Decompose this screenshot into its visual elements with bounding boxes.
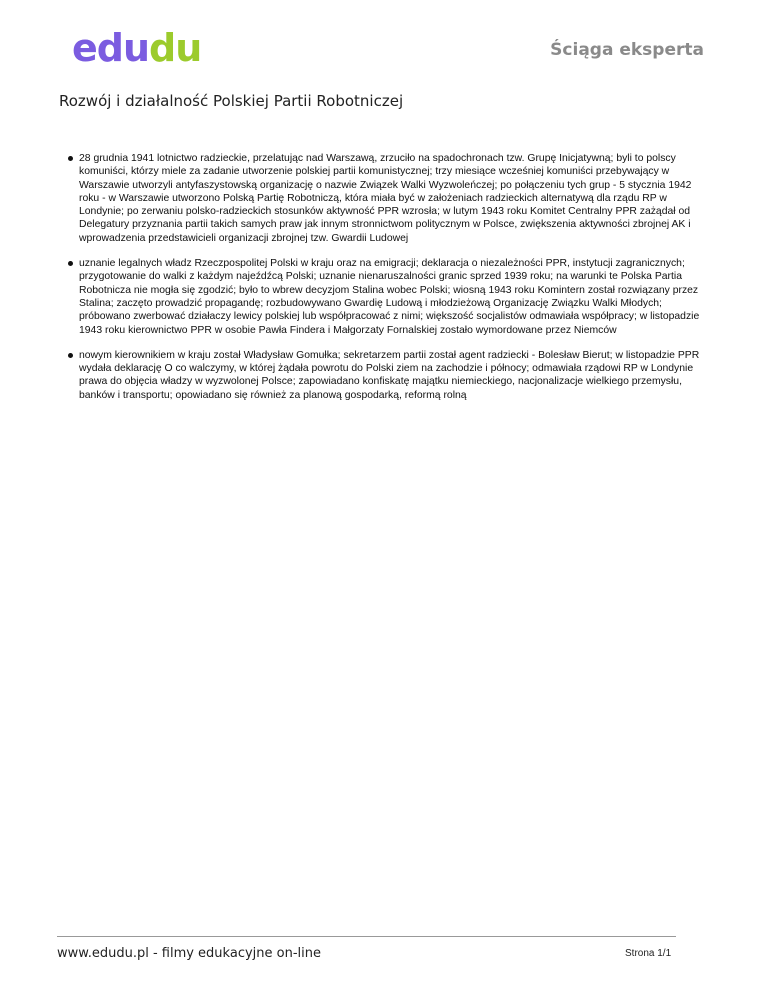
bullet-icon — [68, 156, 73, 161]
logo-part-edu: edu — [72, 26, 150, 70]
document-title: Rozwój i działalność Polskiej Partii Robotniczej — [59, 92, 404, 110]
tagline: Ściąga eksperta — [550, 40, 704, 60]
logo-part-du: du — [149, 26, 202, 70]
list-item-text: nowym kierownikiem w kraju został Władysław Gomułka; sekretarzem partii został agent radziecki - Bolesław Bierut; w listopadzie PPR wydała deklarację O co walczymy, w której żądała powrotu do Polski ziem na zachodzie i północy; odmawiała rządowi RP w Londynie prawa do objęcia władzy w wyzwolonej Polsce; zapowiadano konfiskatę majątku niemieckiego, nacjonalizacje wielkiego przemysłu, banków i transportu; opowiadano się również za planową gospodarką, reformą rolną — [79, 349, 700, 401]
footer-site-link[interactable]: www.edudu.pl - filmy edukacyjne on-line — [57, 946, 321, 961]
bullet-list — [68, 152, 708, 414]
bullet-icon — [68, 353, 73, 358]
bullet-icon — [68, 261, 73, 266]
list-item-text: uznanie legalnych władz Rzeczpospolitej Polski w kraju oraz na emigracji; deklaracja o niezależności PPR, instytucji zagranicznych; przygotowanie do walki z każdym najeźdźcą Polski; uznanie nienaruszalności granic sprzed 1939 roku; na warunki te Polska Partia Robotnicza nie mogła się zgodzić; było to wbrew decyzjom Stalina wobec Polski; wiosną 1943 roku Komintern został rozwiązany przez Stalina; zaczęto prowadzić propagandę; rozbudowywano Gwardię Ludową i młodzieżową Organizację Związku Walki Młodych; próbowano zwerbować działaczy lewicy polskiej lub współpracować z nimi; większość socjalistów odmawiała współpracy; w listopadzie 1943 roku kierownictwo PPR w osobie Pawła Findera i Małgorzaty Fornalskiej zostało wymordowane przez Niemców — [79, 258, 700, 336]
page-number: Strona 1/1 — [625, 948, 672, 959]
list-item — [68, 257, 708, 337]
footer-divider — [57, 936, 676, 937]
list-item — [68, 349, 708, 402]
list-item-text: 28 grudnia 1941 lotnictwo radzieckie, przelatując nad Warszawą, zrzuciło na spadochronach tzw. Grupę Inicjatywną; byli to polscy komuniści, którzy miele za zadanie utworzenie polskiej partii komunistycznej; trzy miesiące wcześniej komuniści przebywający w Warszawie utworzyli antyfaszystowską organizację o nazwie Związek Walki Wyzwoleńczej; po połączeniu tych grup - 5 stycznia 1942 roku - w Warszawie utworzono Polską Partię Robotniczą, która miała być w założeniach radzieckich alternatywą dla rządu RP w Londynie; po zerwaniu polsko-radzieckich stosunków aktywność PPR wzrosła; w lutym 1943 roku Komitet Centralny PPR zażądał od Delegatury przyznania partii takich samych praw jak innym stronnictwom politycznym w Polsce, zwiększenia aktywności zbrojnej AK i wprowadzenia przedstawicieli organizacji zbrojnej tzw. Gwardii Ludowej — [79, 153, 692, 244]
edudu-logo — [72, 28, 201, 68]
list-item — [68, 152, 708, 245]
